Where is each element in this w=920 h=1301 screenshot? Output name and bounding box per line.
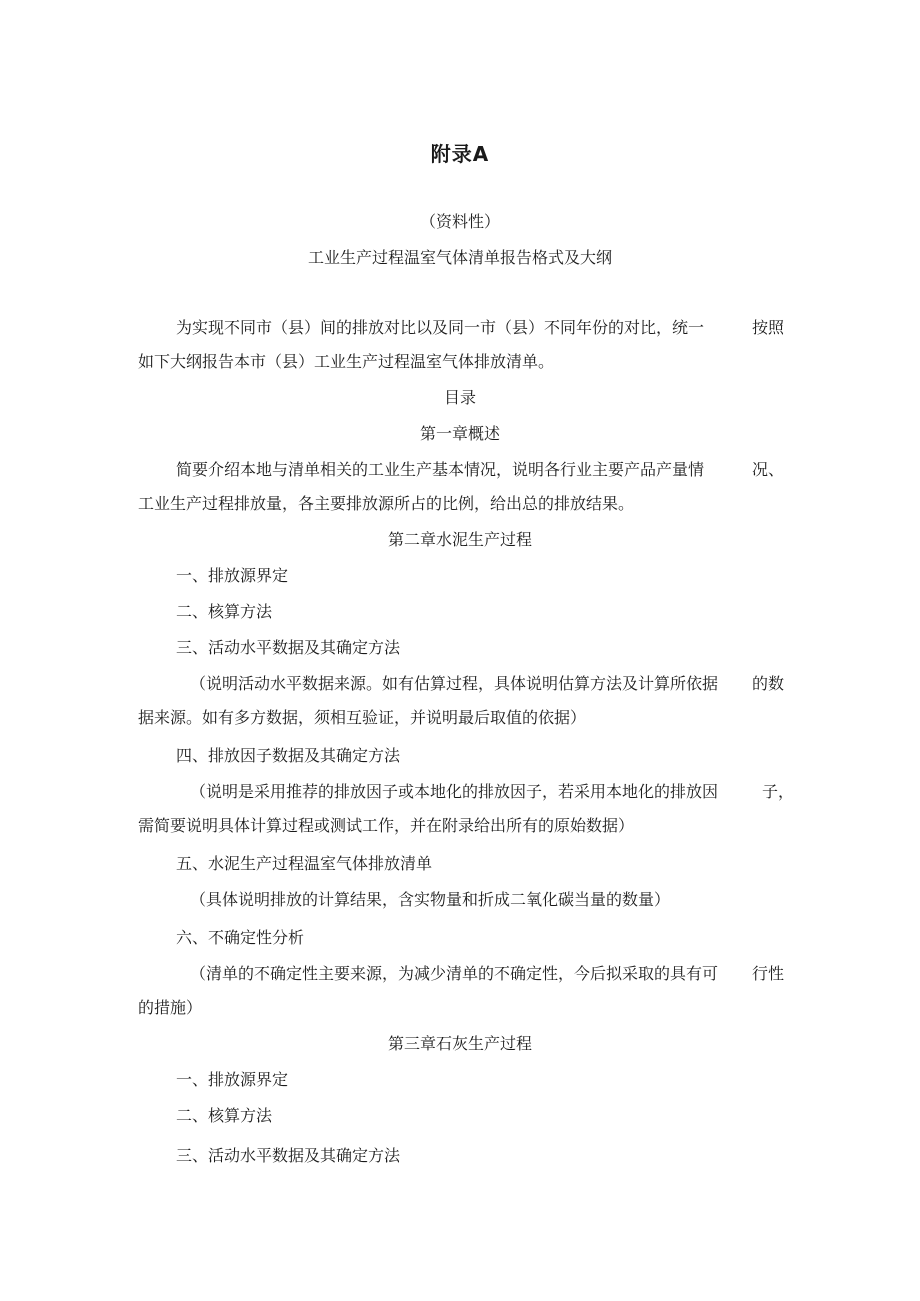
chapter-2-note-6-line-2: 的措施）	[138, 998, 203, 1017]
chapter-2-title: 第二章水泥生产过程	[387, 530, 532, 549]
chapter-3-item-3: 三、活动水平数据及其确定方法	[176, 1146, 401, 1165]
chapter-2-item-4: 四、排放因子数据及其确定方法	[176, 746, 401, 765]
intro-text-tail: 按照	[751, 318, 784, 337]
chapter-2-item-1: 一、排放源界定	[176, 566, 289, 585]
chapter-2-note-4-line-1	[190, 780, 794, 804]
chapter-2-note-3-line-2: 据来源。如有多方数据，须相互验证，并说明最后取值的依据）	[138, 708, 587, 727]
chapter-2-item-2: 二、核算方法	[176, 602, 273, 621]
chapter-2-note-6-line-1	[190, 962, 784, 986]
intro-line-2: 如下大纲报告本市（县）工业生产过程温室气体排放清单。	[138, 352, 555, 371]
chapter-2-note-6-text: （清单的不确定性主要来源，为减少清单的不确定性，今后拟采取的具有可	[190, 964, 719, 983]
document-subtitle: 工业生产过程温室气体清单报告格式及大纲	[307, 248, 612, 267]
chapter-1-desc-line-2: 工业生产过程排放量，各主要排放源所占的比例，给出总的排放结果。	[138, 494, 635, 513]
intro-line-1	[176, 316, 784, 340]
chapter-1-desc-text: 简要介绍本地与清单相关的工业生产基本情况，说明各行业主要产品产量情	[176, 460, 705, 479]
chapter-2-note-4-line-2: 需简要说明具体计算过程或测试工作，并在附录给出所有的原始数据）	[138, 816, 635, 835]
intro-text: 为实现不同市（县）间的排放对比以及同一市（县）不同年份的对比，统一	[176, 318, 705, 337]
chapter-1-desc-line-1	[176, 458, 784, 482]
chapter-2-note-3-tail: 的数	[751, 674, 784, 693]
chapter-2-note-6-tail: 行性	[751, 964, 784, 983]
chapter-1-title: 第一章概述	[419, 424, 500, 443]
chapter-2-note-5: （具体说明排放的计算结果，含实物量和折成二氧化碳当量的数量）	[190, 890, 671, 909]
chapter-2-item-5: 五、水泥生产过程温室气体排放清单	[176, 854, 433, 873]
chapter-2-note-3-line-1	[190, 672, 784, 696]
chapter-2-note-4-tail: 子，	[761, 782, 794, 801]
chapter-1-desc-tail: 况、	[751, 460, 784, 479]
chapter-3-item-2: 二、核算方法	[176, 1106, 273, 1125]
chapter-3-title: 第三章石灰生产过程	[387, 1034, 532, 1053]
appendix-heading: 附录A	[430, 142, 490, 166]
chapter-2-note-3-text: （说明活动水平数据来源。如有估算过程，具体说明估算方法及计算所依据	[190, 674, 719, 693]
appendix-subheading: （资料性）	[419, 212, 500, 231]
toc-title: 目录	[443, 388, 476, 407]
chapter-3-item-1: 一、排放源界定	[176, 1070, 289, 1089]
chapter-2-item-6: 六、不确定性分析	[176, 928, 305, 947]
chapter-2-item-3: 三、活动水平数据及其确定方法	[176, 638, 401, 657]
chapter-2-note-4-text: （说明是采用推荐的排放因子或本地化的排放因子，若采用本地化的排放因	[190, 782, 719, 801]
